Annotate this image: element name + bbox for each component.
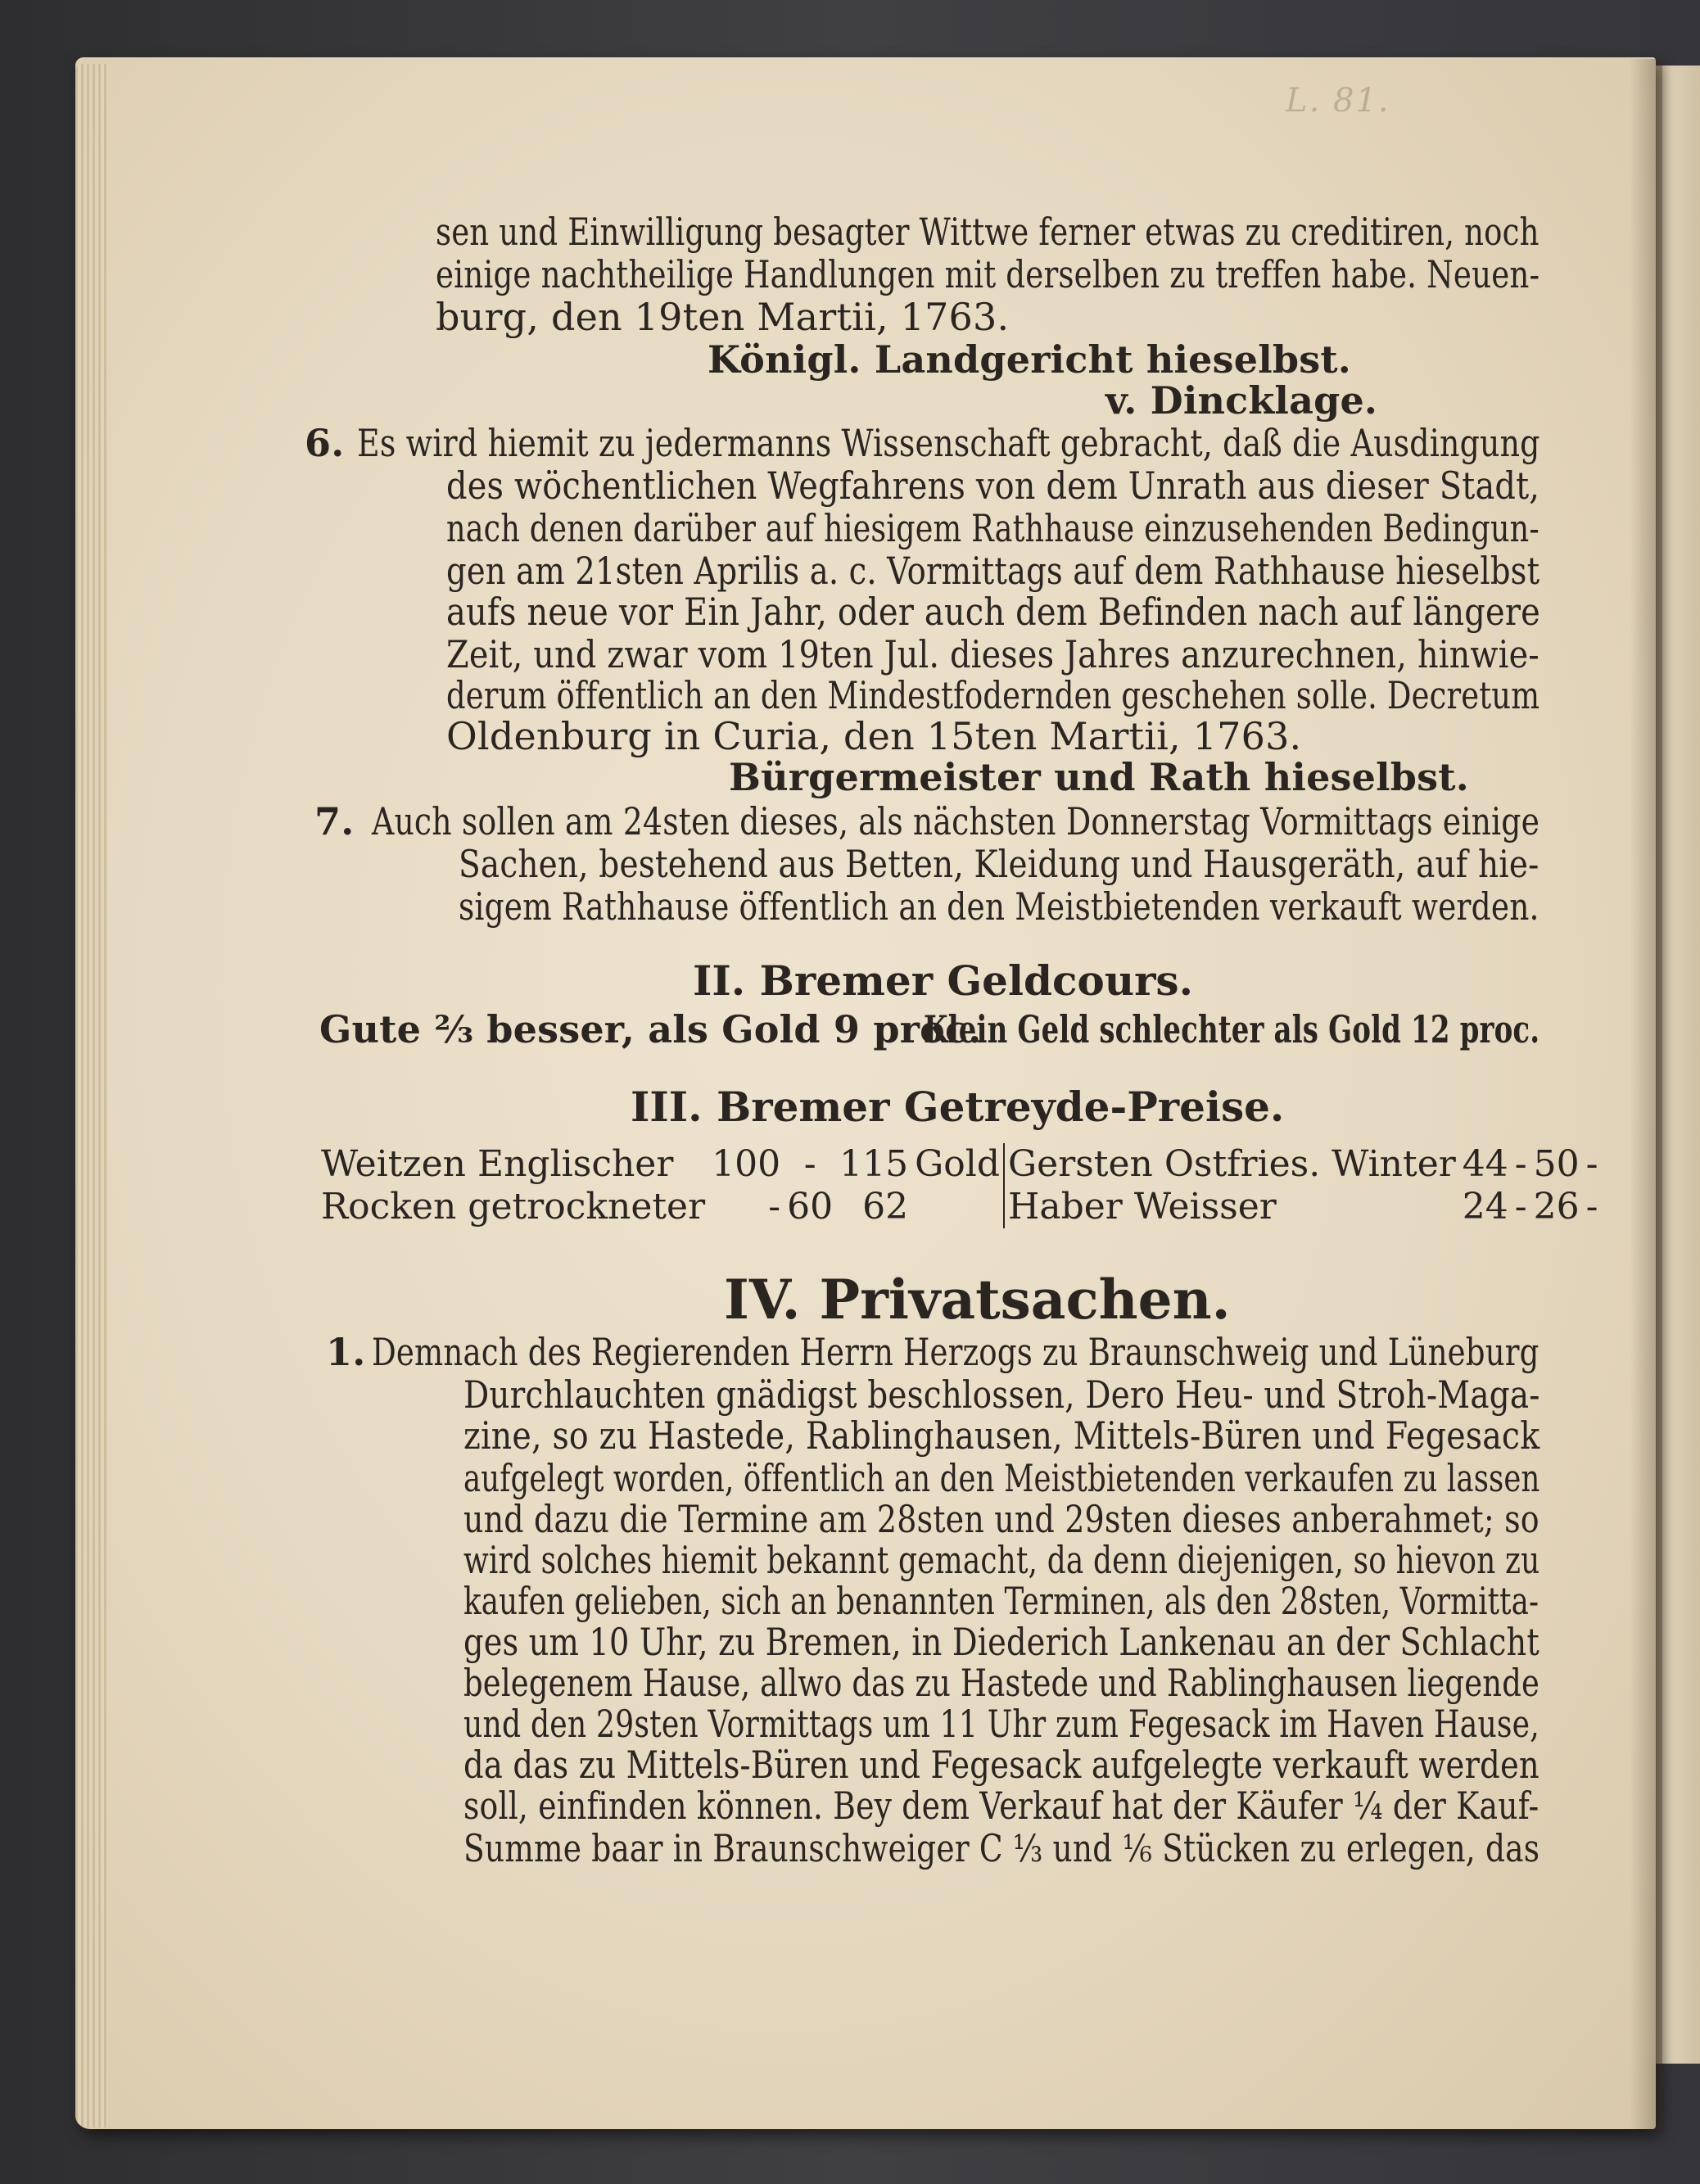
text-line: Demnach des Regierenden Herrn Herzogs zu Braunschweig und Lüneburg: [372, 1330, 1539, 1374]
text-line: Durchlauchten gnädigst beschlossen, Dero Heu- und Stroh-Maga-: [463, 1372, 1540, 1417]
text-line: gen am 21sten Aprilis a. c. Vormittags auf dem Rathhause hieselbst: [446, 549, 1540, 593]
text-line: sen und Einwilligung besagter Wittwe ferner etwas zu creditiren, noch: [436, 210, 1539, 254]
item-number: 7.: [314, 799, 355, 843]
text-line: aufs neue vor Ein Jahr, oder auch dem Befinden nach auf längere: [446, 590, 1540, 634]
exchange-right: Klein Geld schlechter als Gold 12 proc.: [924, 1007, 1540, 1051]
dash: -: [768, 1186, 781, 1228]
faint-mark: L. 81.: [1286, 82, 1390, 120]
grain-name: Gersten Ostfries. Winter: [1008, 1143, 1456, 1185]
price-high: 62: [862, 1186, 909, 1228]
text-line: aufgelegt worden, öffentlich an den Meistbietenden verkaufen zu lassen: [463, 1456, 1540, 1500]
item-number: 1.: [326, 1330, 366, 1374]
text-line: soll, einfinden können. Bey dem Verkauf hat der Käufer ¼ der Kauf-: [463, 1784, 1539, 1828]
price-high: 50: [1533, 1143, 1580, 1185]
section-title: II. Bremer Geldcours.: [693, 956, 1193, 1005]
price-low: 60: [787, 1186, 834, 1228]
price-low: 100: [712, 1143, 781, 1185]
text-line: ges um 10 Uhr, zu Bremen, in Diederich Lankenau an der Schlacht: [463, 1620, 1539, 1664]
text-line: einige nachtheilige Handlungen mit derselben zu treffen habe. Neuen-: [436, 252, 1540, 296]
table-row: [318, 1143, 1602, 1186]
item-number: 6.: [305, 421, 345, 465]
text-line: wird solches hiemit bekannt gemacht, da denn diejenigen, so hievon zu: [463, 1538, 1540, 1582]
text-line: Es wird hiemit zu jedermanns Wissenschaft gebracht, daß die Ausdingung: [357, 421, 1540, 465]
text-line: Auch sollen am 24sten dieses, als nächsten Donnerstag Vormittags einige: [372, 799, 1540, 843]
dash: -: [803, 1143, 816, 1185]
dash: -: [1585, 1143, 1598, 1185]
grain-price-table: [318, 1143, 1602, 1228]
text-line: Zeit, und zwar vom 19ten Jul. dieses Jahres anzurechnen, hinwie-: [446, 632, 1539, 676]
text-line: Oldenburg in Curia, den 15ten Martii, 1763.: [446, 714, 1302, 758]
dash: -: [1514, 1186, 1527, 1228]
signature-authority: Bürgermeister und Rath hieselbst.: [729, 755, 1469, 799]
exchange-left: Gute ⅔ besser, als Gold 9 proc.: [319, 1007, 982, 1051]
grain-name: Weitzen Englischer: [321, 1143, 674, 1185]
signature-name: v. Dincklage.: [1105, 378, 1378, 423]
dash: -: [1585, 1186, 1598, 1228]
price-low: 44: [1462, 1143, 1508, 1185]
text-line: und dazu die Termine am 28sten und 29sten dieses anberahmet; so: [463, 1497, 1539, 1541]
text-line: nach denen darüber auf hiesigem Rathhause einzusehenden Bedingun-: [446, 506, 1539, 550]
grain-name: Rocken getrockneter: [321, 1186, 706, 1228]
text-line: und den 29sten Vormittags um 11 Uhr zum Fegesack im Haven Hause,: [463, 1702, 1539, 1746]
price-high: 115: [839, 1143, 909, 1185]
text-line: zine, so zu Hastede, Rablinghausen, Mittels-Büren und Fegesack: [463, 1413, 1540, 1458]
section-title: IV. Privatsachen.: [724, 1268, 1231, 1332]
text-line: derum öffentlich an den Mindestfodernden geschehen solle. Decretum: [446, 673, 1540, 717]
dash: -: [1514, 1143, 1527, 1185]
text-line: belegenem Hause, allwo das zu Hastede und Rablinghausen liegende: [463, 1661, 1540, 1705]
text-line: Sachen, bestehend aus Betten, Kleidung und Hausgeräth, auf hie-: [459, 842, 1539, 886]
price-low: 24: [1462, 1186, 1508, 1228]
section-title: III. Bremer Getreyde-Preise.: [631, 1083, 1285, 1131]
text-line: da das zu Mittels-Büren und Fegesack aufgelegte verkauft werden: [463, 1743, 1539, 1787]
text-line: sigem Rathhause öffentlich an den Meistbietenden verkauft werden.: [459, 884, 1539, 929]
currency-unit: [911, 1186, 1004, 1228]
text-line: Summe baar in Braunschweiger C ⅓ und ⅙ Stücken zu erlegen, das: [463, 1826, 1540, 1870]
text-line: burg, den 19ten Martii, 1763.: [436, 295, 1010, 339]
text-line: des wöchentlichen Wegfahrens von dem Unrath aus dieser Stadt,: [446, 463, 1540, 508]
grain-name: Haber Weisser: [1008, 1186, 1277, 1228]
signature-authority: Königl. Landgericht hieselbst.: [708, 337, 1352, 382]
text-line: kaufen gelieben, sich an benannten Terminen, als den 28sten, Vormitta-: [463, 1579, 1539, 1623]
price-high: 26: [1533, 1186, 1580, 1228]
table-row: [318, 1186, 1602, 1228]
currency-unit: Gold: [911, 1143, 1004, 1186]
